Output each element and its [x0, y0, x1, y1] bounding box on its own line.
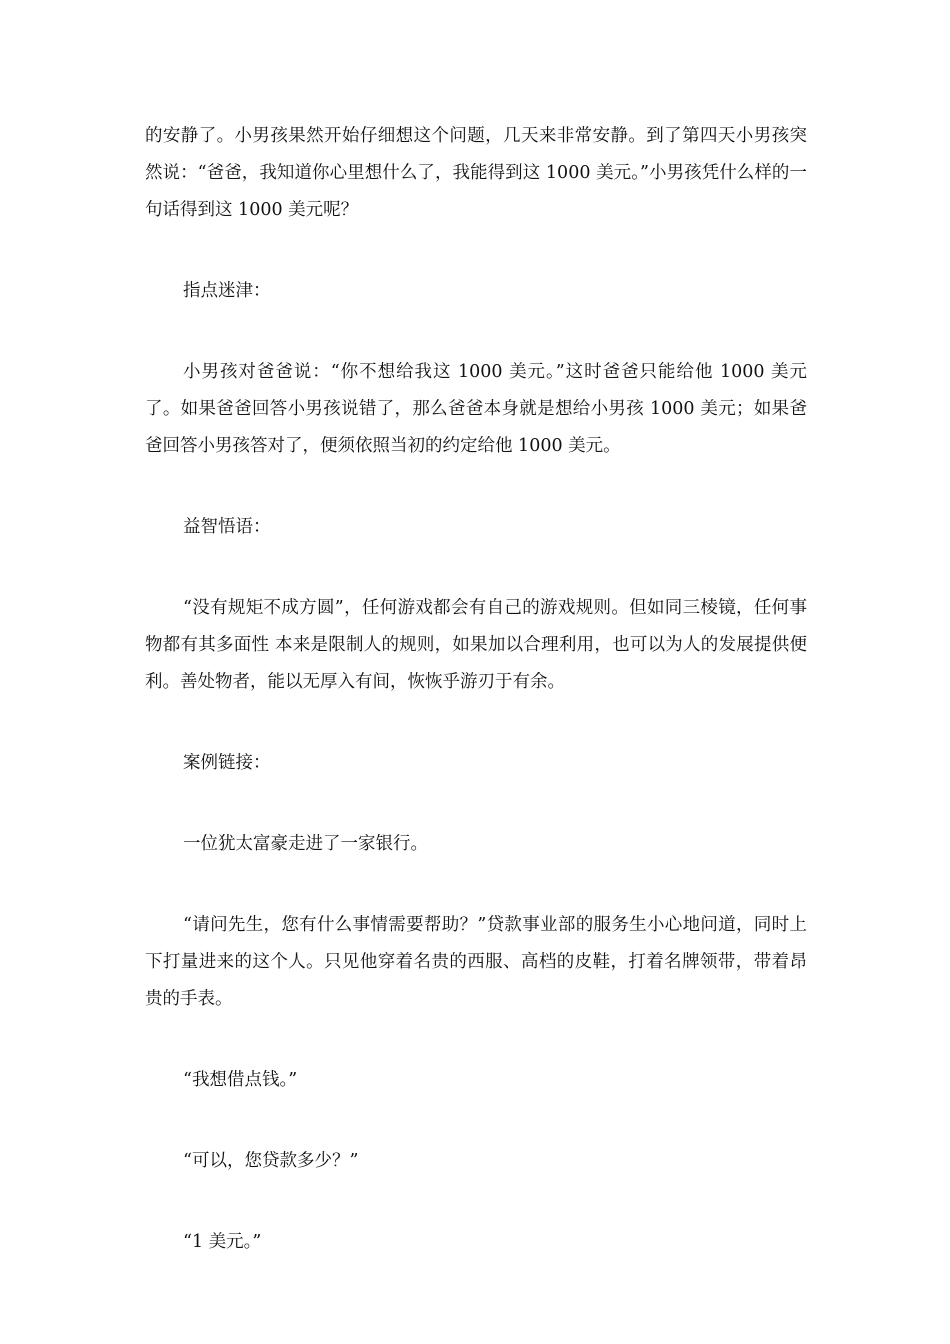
paragraph-case-intro: 一位犹太富豪走进了一家银行。 [183, 834, 428, 854]
paragraph-insight: “没有规矩不成方圆”，任何游戏都会有自己的游戏规则。但如同三棱镜，任何事物都有其多面性 本来是限制人的规则，如果加以合理利用，也可以为人的发展提供便利。善处物者，能以无厚入有间，恢恢乎游刃于有余。 [145, 598, 807, 692]
heading-case-link: 案例链接： [183, 753, 271, 773]
paragraph-clerk-question: “请问先生，您有什么事情需要帮助？”贷款事业部的服务生小心地问道，同时上下打量进来的这个人。只见他穿着名贵的西服、高档的皮鞋，打着名牌领带，带着昂贵的手表。 [145, 915, 807, 1009]
heading-hint: 指点迷津： [183, 281, 271, 301]
paragraph-amount-answer: “1 美元。” [183, 1232, 262, 1252]
heading-insight: 益智悟语： [183, 517, 271, 537]
document-body [145, 118, 807, 1305]
paragraph-amount-question: “可以，您贷款多少？” [183, 1151, 359, 1171]
paragraph-borrow-request: “我想借点钱。” [183, 1070, 298, 1090]
paragraph-answer: 小男孩对爸爸说：“你不想给我这 1000 美元。”这时爸爸只能给他 1000 美元了。如果爸爸回答小男孩说错了，那么爸爸本身就是想给小男孩 1000 美元；如果爸爸回答小男孩答对了，便须依照当初的约定给他 1000 美元。 [145, 362, 807, 456]
paragraph-story-continuation: 的安静了。小男孩果然开始仔细想这个问题，几天来非常安静。到了第四天小男孩突然说：“爸爸，我知道你心里想什么了，我能得到这 1000 美元。”小男孩凭什么样的一句话得到这 1000 美元呢？ [145, 126, 807, 220]
